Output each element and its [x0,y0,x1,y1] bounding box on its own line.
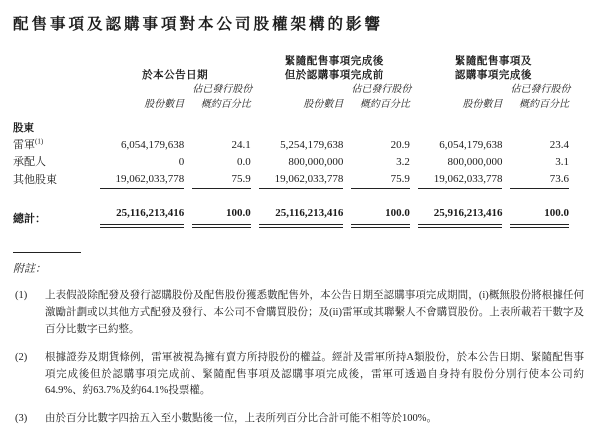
cell-value: 3.1 [555,156,569,169]
table-row-total [13,189,569,228]
group-header-row [13,54,569,82]
pct-header-line1: 佔已發行股份 [192,84,253,96]
row-label: 雷軍$^{(1)}$ [13,137,44,152]
group-header-announcement-date: 於本公告日期 [142,69,209,82]
cell-value: 19,062,033,778 [259,171,344,189]
shares-header: 股份數目 [303,99,344,111]
table-row-leijun [13,137,569,154]
cell-value: 75.9 [351,171,409,189]
shareholding-table [5,54,577,228]
note-text: 由於百分比數字四捨五入至小數點後一位，上表所列百分比合計可能不相等於100%。 [45,413,437,425]
table-row-placees [13,154,569,171]
cell-value: 800,000,000 [447,156,503,169]
pct-header-line1: 佔已發行股份 [351,84,412,96]
cell-value: 19,062,033,778 [418,171,503,189]
cell-value: 20.9 [390,139,410,152]
cell-value: 0.0 [236,156,251,169]
row-label: 其他股東 [13,174,57,187]
row-label: 承配人 [13,156,46,169]
pct-header-line1: 佔已發行股份 [510,84,571,96]
note-number: (2) [15,351,28,363]
note-number: (1) [15,290,28,302]
total-value: 25,116,213,416 [100,189,185,228]
section-label: 股東 [13,122,34,135]
pct-header-line2: 概約百分比 [519,99,569,111]
note-item-1 [13,288,588,338]
cell-value: 19,062,033,778 [100,171,185,189]
pct-header-line2: 概約百分比 [359,99,410,111]
cell-value: 73.6 [510,171,569,189]
page-title: 配售事項及認購事項對本公司股權架構的影響 [13,16,384,33]
group-header-after-placing-subscription: 緊隨配售事項及 認購事項完成後 [454,55,532,82]
cell-value: 6,054,179,638 [121,139,185,152]
note-number: (3) [15,413,28,425]
group-header-after-placing: 緊隨配售事項完成後 但於認購事項完成前 [284,55,384,82]
note-text: 根據證券及期貨條例，雷軍被視為擁有賣方所持股份的權益。經計及雷軍所持A類股份，於本公告日期、緊隨配售事項完成後但於認購事項完成前、緊隨配售事項及認購事項完成後，雷軍可透過自身持有股份分別行使本公司約64.9%、約63.7%及約64.1%投票權。 [45,351,584,397]
cell-value: 5,254,179,638 [280,139,344,152]
cell-value: 3.2 [396,156,410,169]
note-item-2 [13,350,588,400]
cell-value: 23.4 [549,139,569,152]
section-row-shareholders [13,112,569,137]
shares-header: 股份數目 [144,99,185,111]
total-value: 100.0 [510,189,569,228]
note-text: 上表假設除配發及發行認購股份及配售股份獲悉數配售外，本公告日期至認購事項完成期間，(i)概無股份將根據任何激勵計劃或以其他方式配發及發行、本公司不會購買股份；及(ii)雷軍或其聯繫人不會購買股份。上表所載若干數字及百分比數字已約整。 [45,290,584,335]
shares-header: 股份數目 [462,99,503,111]
cell-value: 24.1 [231,139,251,152]
notes-heading: 附註： [13,263,46,276]
cell-value: 800,000,000 [288,156,344,169]
cell-value: 0 [178,156,185,169]
cell-value: 75.9 [192,171,250,189]
subheader-row-shares-pct [13,97,569,112]
notes-divider [13,252,81,253]
pct-header-line2: 概約百分比 [200,99,251,111]
total-value: 100.0 [192,189,250,228]
total-value: 25,916,213,416 [418,189,503,228]
note-reference: (1) [35,137,44,146]
subheader-row-pct-line1 [13,82,569,97]
total-value: 100.0 [351,189,409,228]
total-value: 25,116,213,416 [259,189,344,228]
total-label: 總計： [13,213,46,226]
cell-value: 6,054,179,638 [439,139,503,152]
note-item-3 [13,411,588,428]
label-col-header [13,54,92,82]
table-row-other-shareholders [13,171,569,189]
